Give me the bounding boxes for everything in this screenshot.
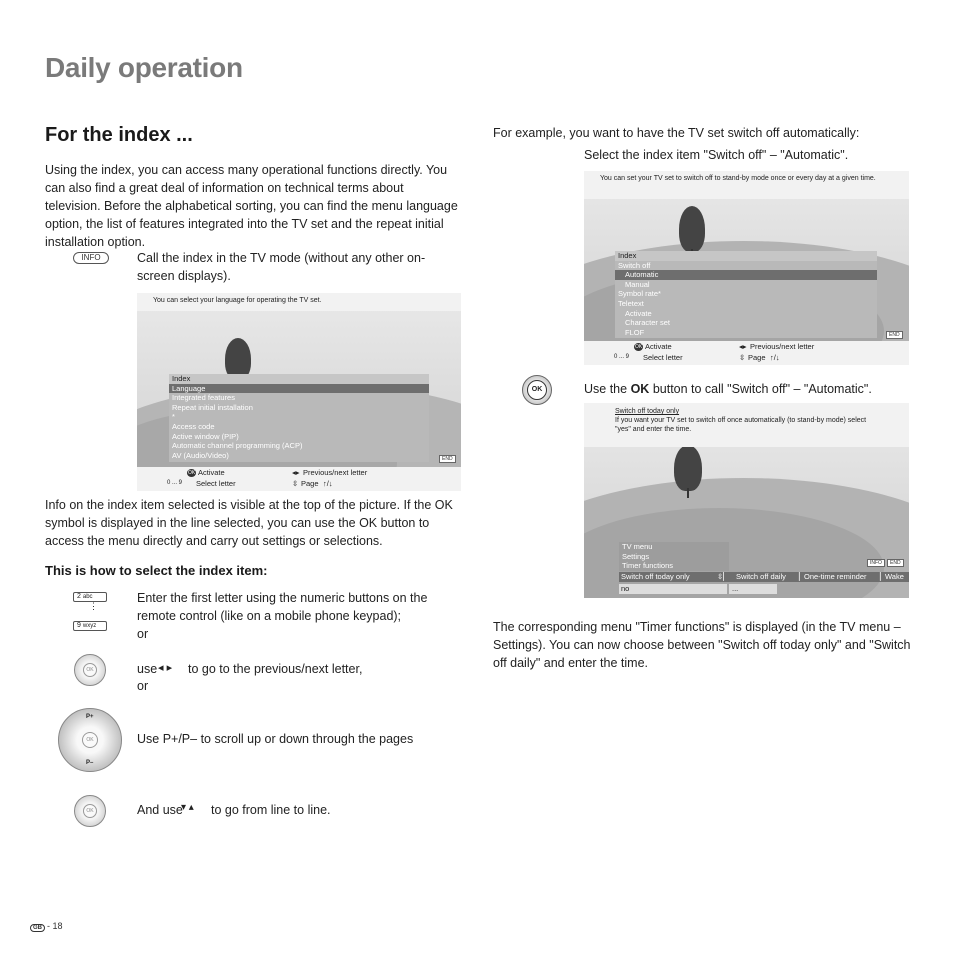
step1-text: Enter the first letter using the numeric buttons on the remote control (like on a mobile phone keypad);: [137, 591, 428, 623]
arrow-left-right-icon: ◂▸: [292, 468, 300, 477]
ok-icon: OK: [82, 732, 98, 748]
menu-item[interactable]: Integrated features: [172, 393, 235, 403]
menu-item[interactable]: Access code: [172, 421, 215, 431]
divider-icon: ▏: [799, 572, 805, 581]
menu-item[interactable]: Language: [169, 384, 429, 394]
menu-item[interactable]: Switch off: [618, 260, 651, 270]
p-updown-icon: ⇳: [292, 479, 299, 488]
option-today[interactable]: Switch off today only: [621, 572, 690, 581]
right-corresponding-text: The corresponding menu "Timer functions" is displayed (in the TV menu – Settings). You can now choose between "Switch off today only" and "Switch off daily" and enter the time.: [493, 620, 911, 670]
screen2-menu: [615, 251, 877, 338]
ok-icon: OK: [83, 804, 97, 818]
timer-options-bar: [619, 572, 909, 582]
divider-icon: ▏: [880, 572, 886, 581]
p-minus-label: P–: [86, 760, 94, 766]
option-reminder[interactable]: One-time reminder: [804, 572, 867, 581]
ok-button-icon: [522, 375, 552, 405]
page-footer: [30, 921, 63, 932]
tv-screen-switch-off: [584, 171, 909, 365]
menu-item[interactable]: Index: [169, 374, 429, 384]
value-no-field[interactable]: no: [619, 584, 727, 594]
gb-badge-icon: GB: [30, 924, 45, 932]
tv-screen-timer: [584, 403, 909, 598]
nav-pad-updown-icon: [74, 795, 106, 827]
number-keys-icon: 0 ... 9: [614, 354, 630, 360]
section-title: For the index ...: [45, 124, 193, 146]
right-select-text: Select the index item "Switch off" – "Automatic".: [584, 148, 849, 162]
screen3-menu: [619, 542, 729, 571]
menu-item[interactable]: Settings: [622, 551, 650, 561]
info-key-icon: INFO: [73, 252, 109, 264]
menu-item[interactable]: Symbol rate*: [618, 289, 661, 299]
arrow-left-right-icon: ◂ ▸: [158, 662, 173, 674]
option-daily[interactable]: Switch off daily: [736, 572, 786, 581]
key-2-button: 2 abc: [73, 592, 107, 602]
menu-item[interactable]: AV (Audio/Video): [172, 450, 229, 460]
step3-text: Use P+/P– to scroll up or down through the pages: [137, 732, 414, 746]
menu-item[interactable]: FLOF: [625, 327, 645, 337]
step2-post: to go to the previous/next letter,: [188, 662, 363, 676]
step2-pre: use: [137, 662, 158, 676]
menu-item[interactable]: Manual: [625, 279, 650, 289]
step4-post: to go from line to line.: [211, 803, 331, 817]
end-key-icon: END: [439, 455, 456, 463]
ok-icon: OK: [188, 470, 196, 476]
end-key-icon: END: [887, 559, 904, 567]
key-9-button: 9 wxyz: [73, 621, 107, 631]
select-letter-label: Select letter: [196, 479, 236, 488]
page-arrows-icon: ↑/↓: [323, 479, 333, 488]
menu-item[interactable]: Teletext: [618, 298, 644, 308]
menu-item[interactable]: Character set: [625, 318, 671, 328]
menu-item[interactable]: Index: [615, 251, 877, 261]
or-text-1: or: [137, 627, 149, 641]
screen1-menu: [169, 374, 429, 462]
right-use-ok-text: Use the OK button to call "Switch off" – "Automatic".: [584, 382, 872, 396]
menu-item[interactable]: Automatic: [615, 270, 877, 280]
ok-icon: OK: [83, 663, 97, 677]
page-number: - 18: [47, 921, 63, 931]
activate-label: Activate: [645, 342, 672, 351]
menu-item[interactable]: TV menu: [622, 542, 653, 551]
select-arrows-icon: ⇳▏: [717, 572, 730, 581]
page-label: Page: [301, 479, 319, 488]
arrow-left-right-icon: ◂▸: [739, 342, 747, 351]
info-title: Switch off today only: [615, 408, 680, 415]
info-text: If you want your TV set to switch off once automatically (to stand-by mode) select "yes" and enter the time.: [615, 417, 867, 433]
prevnext-label: Previous/next letter: [303, 468, 368, 477]
activate-label: Activate: [198, 468, 225, 477]
right-example-text: For example, you want to have the TV set switch off automatically:: [493, 126, 860, 140]
screen2-help-bar: [584, 341, 909, 365]
p-plus-label: P+: [86, 714, 94, 720]
menu-item[interactable]: Active window (PIP): [172, 431, 239, 441]
or-text-2: or: [137, 679, 149, 693]
page-title: Daily operation: [45, 52, 243, 83]
option-wake[interactable]: Wake: [885, 572, 904, 581]
nav-pad-leftright-icon: [74, 654, 106, 686]
howto-title: This is how to select the index item:: [45, 563, 268, 578]
menu-item[interactable]: Repeat initial installation: [172, 402, 253, 412]
info-key-icon: INFO: [867, 559, 885, 567]
ok-icon: OK: [635, 344, 643, 350]
end-key-icon: END: [886, 331, 903, 339]
value-time-field[interactable]: ...: [729, 584, 777, 594]
menu-item[interactable]: *: [172, 412, 175, 422]
arrow-down-up-icon: ▾ ▴: [181, 802, 194, 813]
prevnext-label: Previous/next letter: [750, 342, 815, 351]
select-letter-label: Select letter: [643, 353, 683, 362]
intro-paragraph: Using the index, you can access many operational functions directly. You can also find a great deal of information on technical terms about television. Before the alphabetical sorting, you can find the menu language option, the list of features integrated into the TV set and the repeat initial installation option.: [45, 163, 458, 249]
menu-item[interactable]: Timer functions: [622, 561, 673, 571]
vertical-ellipsis-icon: ⋮: [89, 601, 98, 611]
step4-pre: And use: [137, 803, 183, 817]
p-updown-icon: ⇳: [739, 353, 746, 362]
page-arrows-icon: ↑/↓: [770, 353, 780, 362]
screen3-info: [584, 403, 909, 447]
menu-item[interactable]: Activate: [625, 308, 652, 318]
number-keys-icon: 0 ... 9: [167, 480, 183, 486]
menu-item[interactable]: Automatic channel programming (ACP): [172, 441, 303, 451]
call-index-text: Call the index in the TV mode (without any other on-screen displays).: [137, 251, 426, 283]
ok-icon: OK: [527, 380, 547, 400]
screen2-info: You can set your TV set to switch off to stand-by mode once or every day at a given time.: [584, 171, 909, 199]
tv-screen-index: [137, 293, 461, 491]
info-paragraph: Info on the index item selected is visible at the top of the picture. If the OK symbol is displayed in the line selected, you can use the OK button to access the menu directly and carry out settings or selections.: [45, 498, 453, 548]
screen1-help-bar: [137, 467, 461, 491]
screen1-info: You can select your language for operating the TV set.: [137, 293, 461, 311]
page-label: Page: [748, 353, 766, 362]
p-plus-minus-pad-icon: [58, 708, 122, 772]
